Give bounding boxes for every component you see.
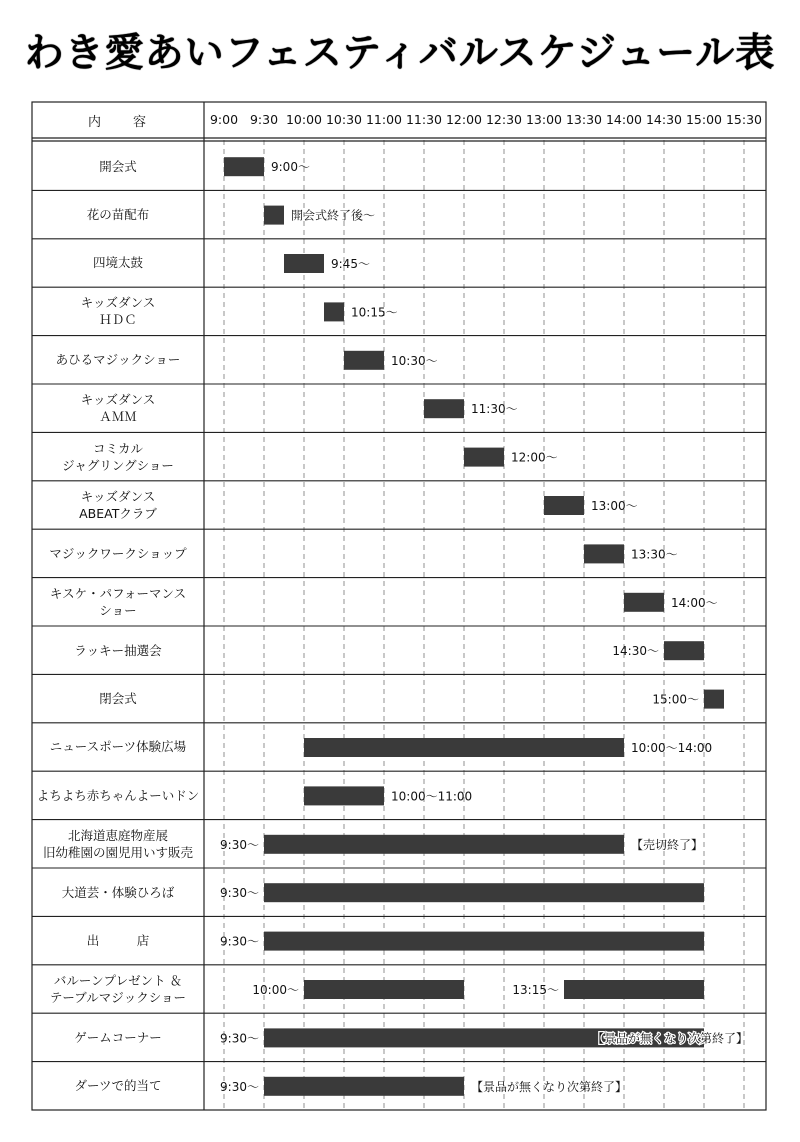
event-name-line: キッズダンス xyxy=(80,488,156,504)
event-name xyxy=(32,868,204,916)
time-note: 13:15〜 xyxy=(512,983,559,997)
event-name-line: ＡＭＭ xyxy=(99,409,137,425)
event-name-line: キッズダンス xyxy=(80,392,156,408)
time-note: 9:45〜 xyxy=(331,257,370,271)
event-name-line: キッズダンス xyxy=(80,295,156,311)
event-name xyxy=(32,190,204,238)
event-name xyxy=(32,287,204,335)
schedule-bar xyxy=(284,254,324,273)
time-tick-label: 15:30 xyxy=(725,112,763,127)
event-name xyxy=(32,1013,204,1061)
time-note: 9:30〜 xyxy=(220,837,259,852)
time-tick-label: 13:00 xyxy=(525,112,563,127)
time-note: 10:00〜 xyxy=(252,983,299,997)
time-tick-label: 13:30 xyxy=(565,112,603,127)
time-tick-label: 15:00 xyxy=(685,112,723,127)
event-name-line: よちよち赤ちゃんよーいドン xyxy=(36,787,200,803)
event-name-line: 閉会式 xyxy=(99,691,137,707)
event-name-line: 四境太鼓 xyxy=(92,255,143,271)
time-note: 10:00〜14:00 xyxy=(631,741,713,755)
time-tick-label: 10:30 xyxy=(325,112,363,127)
schedule-bar xyxy=(544,496,584,515)
schedule-bar xyxy=(424,399,464,418)
time-note: 【売切終了】 xyxy=(631,837,704,852)
time-note: 13:30〜 xyxy=(631,547,678,562)
event-name-line: テーブルマジックショー xyxy=(49,989,187,1005)
time-note: 12:00〜 xyxy=(511,450,558,465)
event-name xyxy=(32,481,204,529)
event-name-line: 北海道恵庭物産展 xyxy=(67,827,168,843)
page-title: わき愛あいフェスティバルスケジュール表 xyxy=(24,31,776,76)
event-name xyxy=(32,965,204,1013)
time-note: 14:00〜 xyxy=(671,595,718,610)
schedule-bar xyxy=(664,641,704,660)
time-note: 【景品が無くなり次第終了】 xyxy=(591,1031,748,1046)
event-name-line: あひるマジックショー xyxy=(55,352,181,368)
event-name-line: ダーツで的当て xyxy=(74,1078,162,1094)
schedule-bar xyxy=(224,157,264,176)
time-tick-label: 10:00 xyxy=(285,112,323,127)
event-name-line: 開会式 xyxy=(99,158,137,174)
event-name xyxy=(32,723,204,771)
event-name xyxy=(32,771,204,819)
time-note: 9:00〜 xyxy=(271,160,310,175)
time-tick-label: 12:30 xyxy=(485,112,523,127)
content-column-header: 内 容 xyxy=(87,114,148,130)
time-note: 9:30〜 xyxy=(220,934,259,949)
schedule-bar xyxy=(304,738,624,757)
event-name xyxy=(32,239,204,287)
event-name xyxy=(32,142,204,190)
event-name xyxy=(32,1062,204,1110)
event-name-line: キスケ・パフォーマンス xyxy=(49,585,187,601)
event-name-line: ABEATクラブ xyxy=(79,505,157,521)
schedule-bar xyxy=(624,593,664,612)
schedule-bar xyxy=(344,351,384,370)
time-note: 15:00〜 xyxy=(652,692,699,707)
time-tick-label: 9:30 xyxy=(249,112,279,127)
schedule-bar xyxy=(584,544,624,563)
time-note: 13:00〜 xyxy=(591,499,638,513)
event-name xyxy=(32,529,204,577)
time-note: 9:30〜 xyxy=(220,886,259,901)
event-name-line: ＨＤＣ xyxy=(99,312,137,328)
event-name xyxy=(32,916,204,964)
schedule-bar xyxy=(564,980,704,999)
time-note: 【景品が無くなり次第終了】 xyxy=(471,1079,628,1094)
time-tick-label: 11:00 xyxy=(365,112,403,127)
time-tick-label: 9:00 xyxy=(209,112,239,127)
schedule-bar xyxy=(264,883,704,902)
schedule-bar xyxy=(304,786,384,805)
event-name-line: マジックワークショップ xyxy=(49,545,187,561)
event-name xyxy=(32,820,204,868)
event-name-line: バルーンプレゼント ＆ xyxy=(53,972,183,988)
schedule-bar xyxy=(264,932,704,951)
schedule-bar xyxy=(324,302,344,321)
time-note: 9:30〜 xyxy=(220,1079,259,1094)
schedule-bar xyxy=(304,980,464,999)
event-name-line: ラッキー抽選会 xyxy=(74,642,162,658)
time-note: 14:30〜 xyxy=(612,644,659,659)
time-note: 9:30〜 xyxy=(220,1031,259,1046)
time-note: 10:15〜 xyxy=(351,305,398,320)
event-name xyxy=(32,674,204,722)
time-note: 開会式終了後〜 xyxy=(291,208,376,223)
time-tick-label: 12:00 xyxy=(445,112,483,127)
event-name xyxy=(32,384,204,432)
event-name-line: ショー xyxy=(99,602,137,618)
time-tick-label: 14:00 xyxy=(605,112,643,127)
event-name xyxy=(32,432,204,480)
schedule-bar xyxy=(264,206,284,225)
event-name-line: 出 店 xyxy=(86,933,150,949)
time-tick-label: 14:30 xyxy=(645,112,683,127)
schedule-bar xyxy=(464,448,504,467)
event-name-line: 花の苗配布 xyxy=(86,207,150,223)
event-name-line: ニュースポーツ体験広場 xyxy=(49,739,187,755)
event-name-line: ゲームコーナー xyxy=(74,1029,162,1045)
event-name xyxy=(32,626,204,674)
event-name xyxy=(32,578,204,626)
time-tick-label: 11:30 xyxy=(405,112,443,127)
schedule-bar xyxy=(264,835,624,854)
event-name-line: ジャグリングショー xyxy=(62,457,174,473)
event-name-line: コミカル xyxy=(92,440,143,456)
event-name-line: 大道芸・体験ひろば xyxy=(61,884,175,900)
event-name-line: 旧幼稚園の園児用いす販売 xyxy=(42,844,193,860)
time-note: 10:30〜 xyxy=(391,353,438,368)
time-note: 11:30〜 xyxy=(471,402,518,417)
time-note: 10:00〜11:00 xyxy=(391,789,473,804)
schedule-bar xyxy=(264,1077,464,1096)
event-name xyxy=(32,336,204,384)
schedule-bar xyxy=(704,690,724,709)
